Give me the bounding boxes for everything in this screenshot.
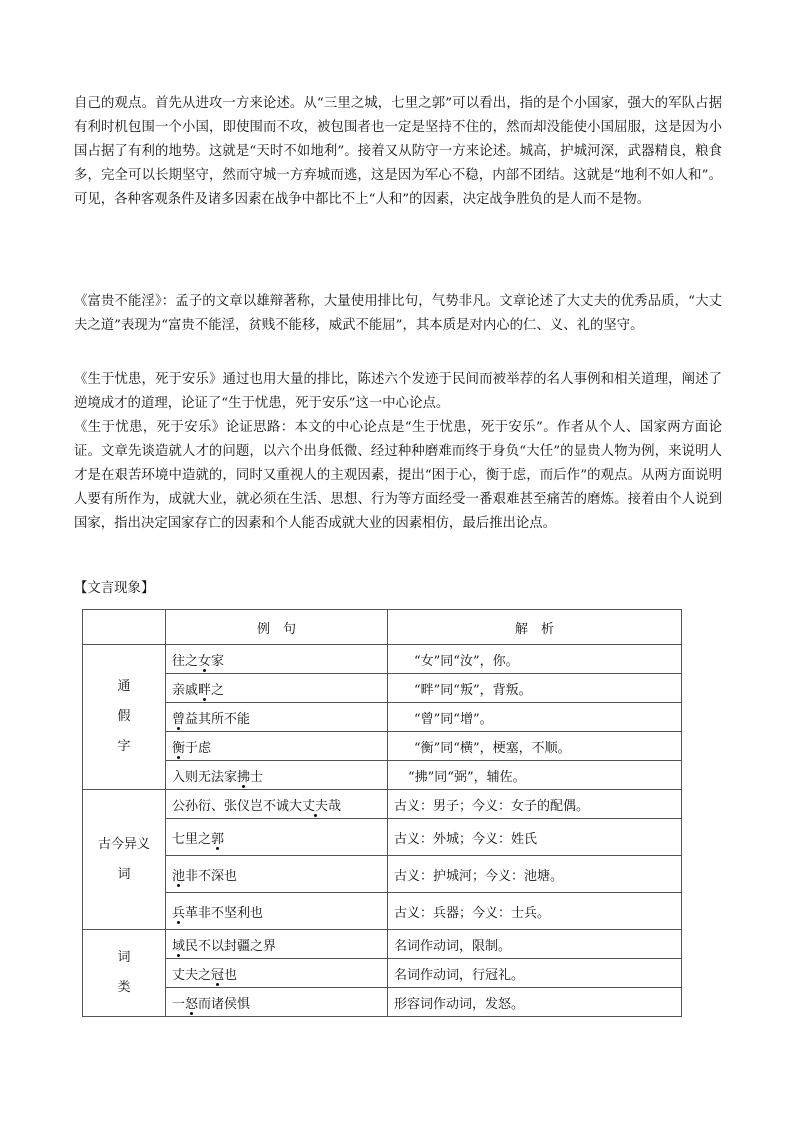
header-analysis: 解 析 [388,610,682,645]
table-row [83,988,682,1017]
example-cell: 丈夫之冠也 [166,959,388,988]
analysis-cell: 名词作动词，限制。 [388,930,682,959]
example-cell: 曾益其所不能 [166,703,388,732]
table-row [83,761,682,790]
emphasized-char: 衡 [172,740,186,756]
emphasized-char: 畔 [198,682,212,698]
table-row [83,959,682,988]
category-label: 词 类 [117,950,131,995]
example-cell: 往之女家 [166,645,388,674]
emphasized-char: 兵 [172,905,186,921]
analysis-cell: “衡”同“横”，梗塞，不顺。 [388,732,682,761]
table-row [83,703,682,732]
analysis-cell: 古义：男子；今义：女子的配偶。 [388,790,682,819]
emphasized-char: 拂 [237,769,251,785]
emphasized-char: 丈夫 [302,798,329,814]
analysis-cell: 古义：护城河；今义：池塘。 [388,856,682,893]
analysis-cell: “曾”同“增”。 [388,703,682,732]
paragraph-4: 《生于忧患，死于安乐》论证思路：本文的中心论点是“生于忧患，死于安乐”。作者从个人、国家两方面论证。文章先谈造就人才的问题，以六个出身低微、经过种种磨难而终于身负“大任”的显贵人物为例，来说明人才是在艰苦环境中造就的，同时又重视人的主观因素，提出“困于心，衡于虑，而后作”的观点。从两方面说明人要有所作为，成就大业，就必须在生活、思想、行为等方面经受一番艰难甚至痛苦的磨炼。接着由个人说到国家，指出决定国家存亡的因素和个人能否成就大业的因素相仿，最后推出论点。 [74,420,722,531]
analysis-cell: 形容词作动词，发怒。 [388,988,682,1017]
analysis-cell: “畔”同“叛”，背叛。 [388,674,682,703]
emphasized-char: 域 [172,938,186,954]
table-row [83,732,682,761]
emphasized-char: 女 [198,653,212,669]
emphasized-char: 池 [172,868,186,884]
category-label: 古今异义 词 [97,836,150,882]
emphasized-char: 曾 [172,711,186,727]
header-example: 例 句 [166,610,388,645]
example-cell: 衡于虑 [166,732,388,761]
paragraph-2: 《富贵不能淫》：孟子的文章以雄辩著称，大量使用排比句，气势非凡。文章论述了大丈夫的优秀品质，“大丈夫之道”表现为“富贵不能淫，贫贱不能移，威武不能屈”，其本质是对内心的仁、义、礼的坚守。 [74,294,722,333]
analysis-cell: “女”同“汝”，你。 [388,645,682,674]
table-row [83,645,682,674]
emphasized-char: 怒 [185,996,199,1012]
analysis-cell: 古义：兵器；今义：士兵。 [388,893,682,930]
example-cell: 域民不以封疆之界 [166,930,388,959]
table-row [83,790,682,819]
table-header-row [83,610,682,645]
example-cell: 七里之郭 [166,819,388,856]
table-row [83,856,682,893]
example-cell: 入则无法家拂士 [166,761,388,790]
section-title: 【文言现象】 [74,581,155,596]
header-empty-cell [83,610,166,645]
analysis-cell: 古义：外城；今义：姓氏 [388,819,682,856]
classical-phenomena-table [82,609,682,1017]
paragraph-3: 《生于忧患，死于安乐》通过也用大量的排比，陈述六个发迹于民间而被举荐的名人事例和相关道理，阐述了逆境成才的道理，论证了“生于忧患，死于安乐”这一中心论点。 [74,372,722,411]
example-cell: 公孙衍、张仪岂不诚大丈夫哉 [166,790,388,819]
category-cell [83,930,166,1017]
emphasized-char: 郭 [211,831,225,847]
table-row [83,674,682,703]
example-cell: 亲戚畔之 [166,674,388,703]
table-row [83,819,682,856]
table-row [83,930,682,959]
analysis-cell: 名词作动词，行冠礼。 [388,959,682,988]
category-label: 通 假 字 [117,679,131,754]
table-row [83,893,682,930]
paragraph-1: 自己的观点。首先从进攻一方来论述。从“三里之城，七里之郭”可以看出，指的是个小国家，强大的军队占据有利时机包围一个小国，即使围而不攻，被包围者也一定是坚持不住的，然而却没能使小国屈服，这是因为小国占据了有利的地势。这就是“天时不如地利”。接着又从防守一方来论述。城高，护城河深，武器精良，粮食多，完全可以长期坚守，然而守城一方弃城而逃，这是因为军心不稳，内部不团结。这就是“地利不如人和”。可见，各种客观条件及诸多因素在战争中都比不上“人和”的因素，决定战争胜负的是人而不是物。 [74,96,722,207]
example-cell: 一怒而诸侯惧 [166,988,388,1017]
example-cell: 兵革非不坚利也 [166,893,388,930]
category-cell [83,645,166,790]
category-cell [83,790,166,930]
example-cell: 池非不深也 [166,856,388,893]
emphasized-char: 冠 [211,967,225,983]
analysis-cell: “拂”同“弼”，辅佐。 [388,761,682,790]
